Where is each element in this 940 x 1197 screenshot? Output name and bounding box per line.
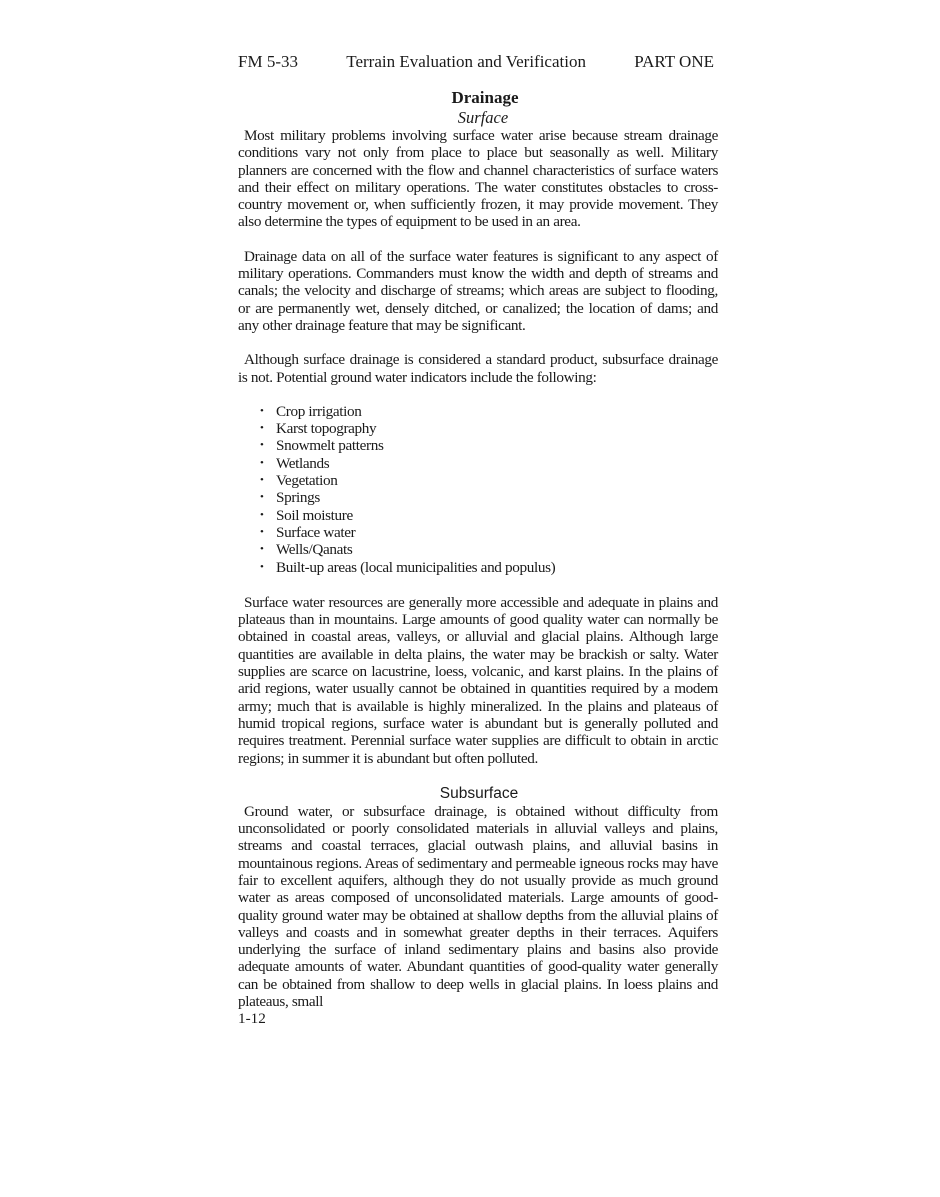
list-item-text: Karst topography (276, 420, 377, 438)
subsurface-heading: Subsurface (439, 784, 519, 802)
bullet-icon: • (260, 543, 264, 556)
list-item (260, 403, 718, 420)
bullet-icon: • (260, 404, 264, 417)
bullet-icon: • (260, 560, 264, 573)
bullet-icon: • (260, 439, 264, 452)
document-page (238, 50, 718, 1028)
surface-resources-paragraph: Surface water resources are generally more accessible and adequate in plains and plateaus than in mountains. Large amounts of good quality water can normally be obtained in coastal areas, valleys, or alluvial and glacial plains. Although large quantities are available in delta plains, the water may be brackish or salty. Water supplies are scarce on lacustrine, loess, volcanic, and karst plains. In the plains of arid regions, water usually cannot be obtained in quantities required by a modem army; much that is available is highly mineralized. In the plains and plateaus of humid tropical regions, surface water is abundant but is generally polluted and requires treatment. Perennial surface water supplies are difficult to obtain in arctic regions; in summer it is abundant but often polluted. (238, 593, 718, 767)
ground-water-indicator-list (238, 403, 718, 576)
list-item-text: Surface water (276, 523, 356, 541)
section-title: Drainage (451, 88, 519, 107)
subsurface-paragraph: Ground water, or subsurface drainage, is obtained without difficulty from unconsolidated or poorly consolidated materials in alluvial valleys and plains, streams and coastal terraces, glacial outwash plains, and alluvial basins in mountainous regions. Areas of sedimentary and permeable igneous rocks may have fair to excellent aquifers, although they do not usually provide as much ground water as areas composed of unconsolidated materials. Large amounts of good-quality ground water may be obtained at shallow depths from the alluvial plains of valleys and coasts and in somewhat greater depths in their terraces. Aquifers underlying the surface of inland sedimentary plains and basins also provide adequate amounts of water. Abundant quantities of good-quality water generally can be obtained from shallow to deep wells in glacial plains. In loess plains and plateaus, small (238, 802, 718, 1011)
list-item (260, 489, 718, 506)
list-item (260, 541, 718, 558)
surface-paragraph-3: Although surface drainage is considered a standard product, subsurface drainage is not. Potential ground water indicators include the following: (238, 351, 718, 386)
list-item-text: Springs (276, 489, 320, 507)
list-item-text: Wetlands (276, 454, 330, 472)
surface-paragraph-2: Drainage data on all of the surface water features is significant to any aspect of military operations. Commanders must know the width and depth of streams and canals; the velocity and discharge of streams; which areas are subject to flooding, or are permanently wet, densely ditched, or canalized; the location of dams; and any other drainage feature that may be significant. (238, 247, 718, 334)
running-header (238, 50, 718, 74)
list-item-text: Vegetation (276, 472, 338, 490)
list-item-text: Wells/Qanats (276, 541, 353, 559)
list-item (260, 507, 718, 524)
surface-heading: Surface (457, 108, 509, 127)
bullet-icon: • (260, 525, 264, 538)
page-number: 1-12 (238, 1010, 266, 1028)
header-manual-title: Terrain Evaluation and Verification (346, 52, 586, 71)
header-manual-number: FM 5-33 (238, 52, 298, 71)
list-item-text: Crop irrigation (276, 402, 362, 420)
list-item-text: Soil moisture (276, 506, 353, 524)
surface-paragraph-1: Most military problems involving surface water arise because stream drainage conditions vary not only from place to place but seasonally as well. Military planners are concerned with the flow and channel characteristics of surface waters and their effect on military operations. The water constitutes obstacles to cross-country movement or, when sufficiently frozen, it may provide movement. They also determine the types of equipment to be used in an area. (238, 127, 718, 231)
list-item (260, 420, 718, 437)
list-item-text: Snowmelt patterns (276, 437, 384, 455)
list-item (260, 455, 718, 472)
bullet-icon: • (260, 456, 264, 469)
list-item-text: Built-up areas (local municipalities and populus) (276, 558, 556, 576)
bullet-icon: • (260, 422, 264, 435)
header-part-label: PART ONE (634, 52, 714, 71)
bullet-icon: • (260, 508, 264, 521)
list-item (260, 524, 718, 541)
bullet-icon: • (260, 491, 264, 504)
bullet-icon: • (260, 474, 264, 487)
list-item (260, 437, 718, 454)
list-item (260, 472, 718, 489)
list-item (260, 559, 718, 576)
